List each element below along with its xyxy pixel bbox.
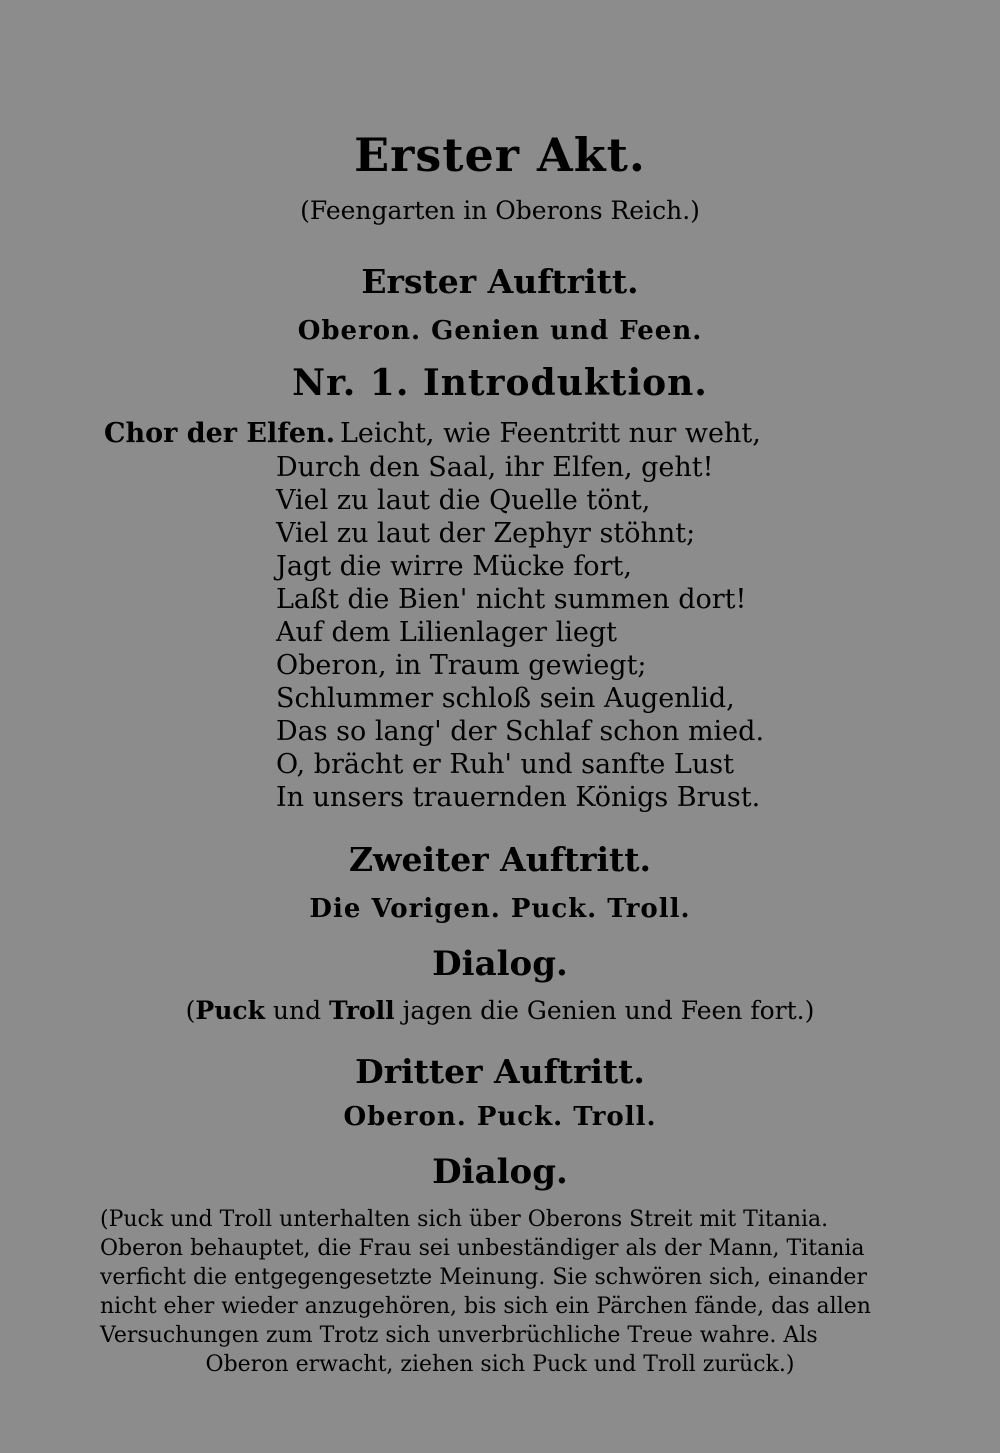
direction-line: nicht eher wieder anzugehören, bis sich ein Pärchen fände, das allen <box>100 1294 871 1319</box>
direction-line: verficht die entgegengesetzte Meinung. Sie schwören sich, einander <box>100 1265 867 1290</box>
direction-line: (Puck und Troll unterhalten sich über Oberons Streit mit Titania. <box>100 1207 829 1232</box>
verse-line: Leicht, wie Feentritt nur weht, <box>340 418 761 449</box>
direction-line: Oberon erwacht, ziehen sich Puck und Troll zurück.) <box>205 1352 795 1377</box>
verse-line: Viel zu laut die Quelle tönt, <box>276 485 651 516</box>
verse-line: Das so lang' der Schlaf schon mied. <box>276 716 765 747</box>
scene-3-title: Dritter Auftritt. <box>355 1052 645 1091</box>
number-title: Nr. 1. Introduktion. <box>292 362 708 404</box>
stage-direction-rest: jagen die Genien und Feen fort.) <box>394 996 815 1025</box>
scene-1-title: Erster Auftritt. <box>361 262 639 301</box>
verse-line: Laßt die Bien' nicht summen dort! <box>276 584 747 615</box>
conjunction: und <box>264 996 330 1025</box>
scene-3-dialog-heading: Dialog. <box>432 1152 568 1192</box>
scene-2-stage-direction <box>0 996 1000 1025</box>
act-title: Erster Akt. <box>354 128 646 182</box>
scene-3-stage-direction <box>100 1205 900 1379</box>
scene-2-title: Zweiter Auftritt. <box>348 840 652 879</box>
scene-3-characters: Oberon. Puck. Troll. <box>343 1102 657 1132</box>
direction-line: Oberon behauptet, die Frau sei unbeständiger als der Mann, Titania <box>100 1236 865 1261</box>
verse-line: Jagt die wirre Mücke fort, <box>276 551 632 582</box>
verse-line: Schlummer schloß sein Augenlid, <box>276 683 735 714</box>
verse-line: Oberon, in Traum gewiegt; <box>276 650 647 681</box>
verse-line: Durch den Saal, ihr Elfen, geht! <box>276 452 714 483</box>
chorus-speaker: Chor der Elfen. <box>104 418 336 449</box>
scene-1-characters: Oberon. Genien und Feen. <box>297 316 703 346</box>
name-puck: Puck <box>195 996 265 1025</box>
verse-line: Viel zu laut der Zephyr stöhnt; <box>276 518 696 549</box>
scene-2-characters: Die Vorigen. Puck. Troll. <box>309 894 691 924</box>
verse-line: In unsers trauernden Königs Brust. <box>276 782 761 813</box>
name-troll: Troll <box>329 996 395 1025</box>
paren-open: ( <box>185 996 196 1025</box>
setting-direction: (Feengarten in Oberons Reich.) <box>300 196 700 225</box>
verse-line: O, brächt er Ruh' und sanfte Lust <box>276 749 734 780</box>
verse-line: Auf dem Lilienlager liegt <box>276 617 617 648</box>
direction-line: Versuchungen zum Trotz sich unverbrüchliche Treue wahre. Als <box>100 1323 818 1348</box>
chorus-verse <box>276 451 764 814</box>
scene-2-dialog-heading: Dialog. <box>432 944 568 984</box>
